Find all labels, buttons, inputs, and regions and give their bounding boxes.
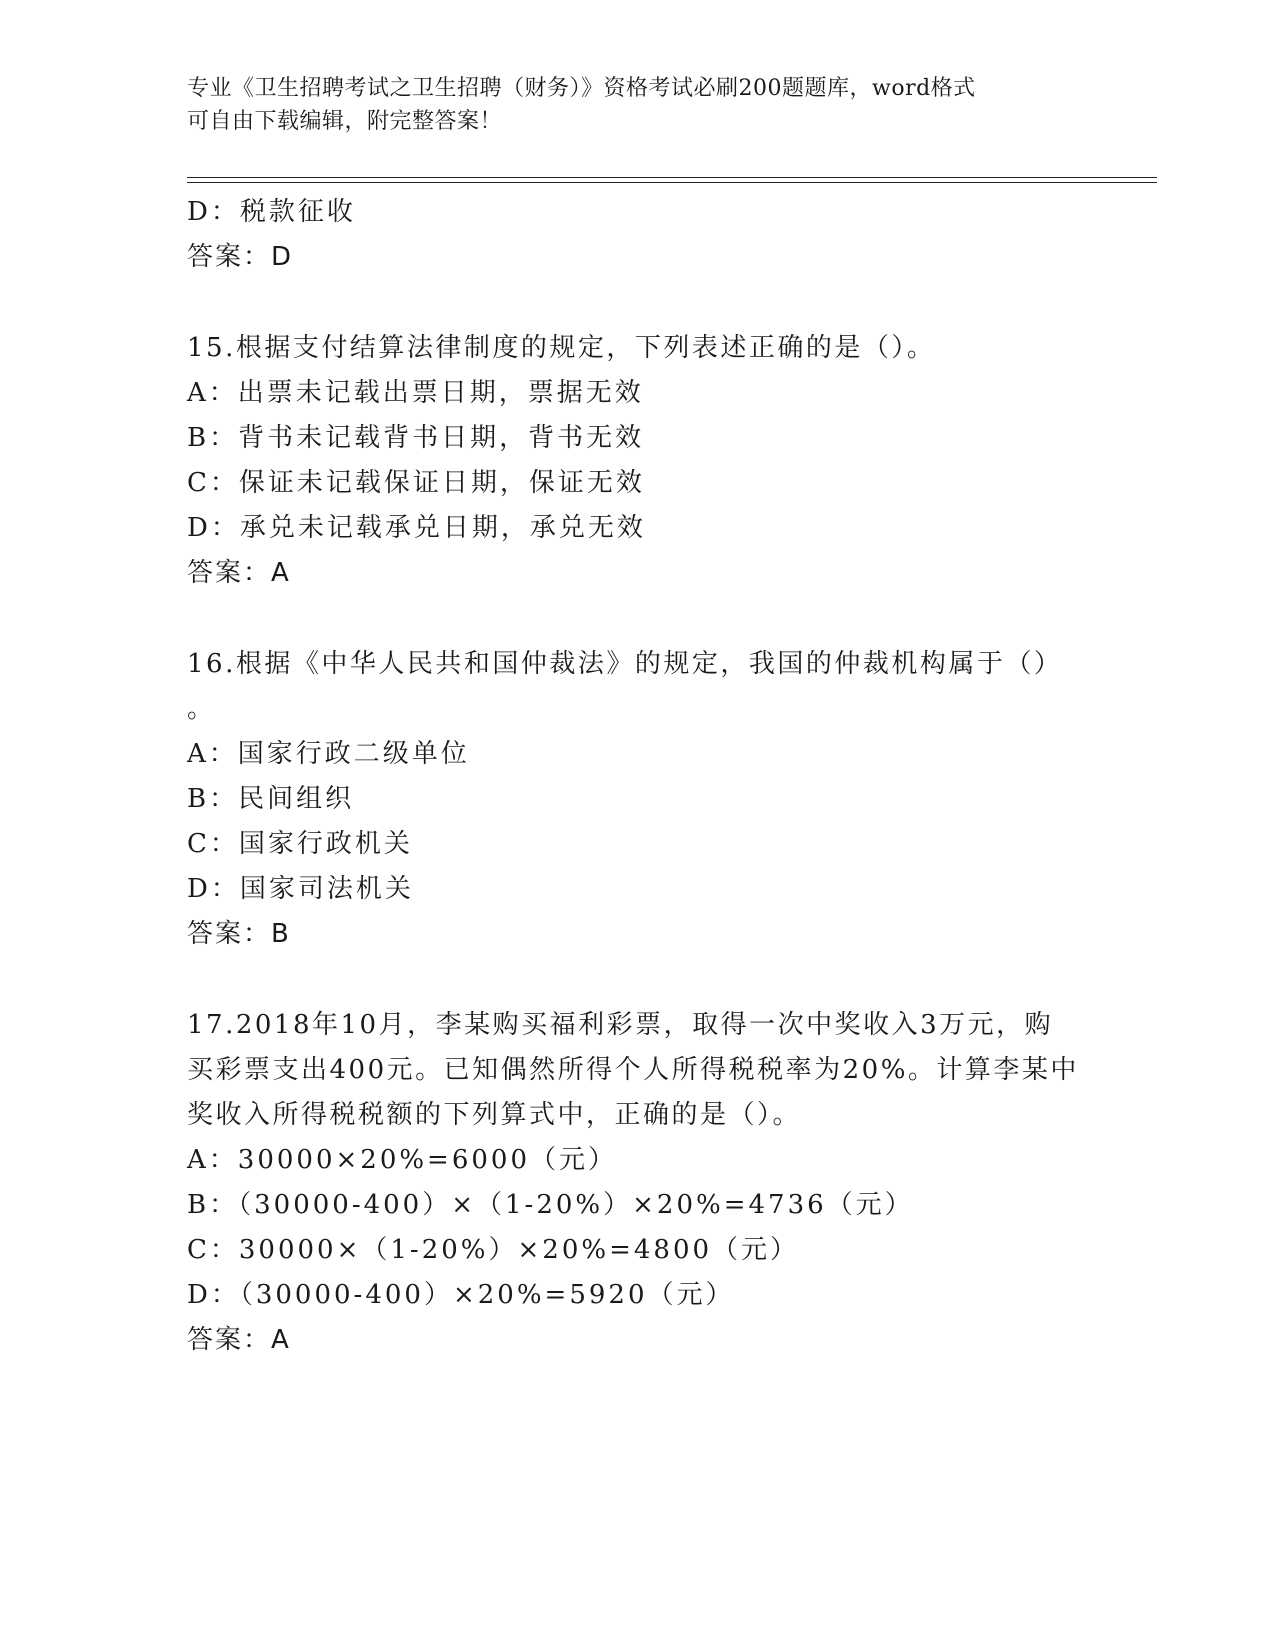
question-17 xyxy=(187,1003,1087,1363)
spacer xyxy=(187,596,1087,642)
answer-line: 答案：B xyxy=(187,919,291,949)
question-stem-line-1: 16.根据《中华人民共和国仲裁法》的规定，我国的仲裁机构属于（） xyxy=(187,649,1063,679)
header-line-1: 专业《卫生招聘考试之卫生招聘（财务）》资格考试必刷200题题库，word格式 xyxy=(187,76,976,101)
question-stem: 15.根据支付结算法律制度的规定，下列表述正确的是（）。 xyxy=(187,333,936,363)
answer-line: 答案：A xyxy=(187,558,291,588)
header-divider-bottom xyxy=(187,182,1157,183)
option-d: D：国家司法机关 xyxy=(187,874,414,904)
option-b: B：民间组织 xyxy=(187,784,355,814)
option-d: D：承兑未记载承兑日期，承兑无效 xyxy=(187,513,646,543)
previous-question-tail xyxy=(187,190,1087,280)
document-header xyxy=(187,72,1087,138)
header-divider-top xyxy=(187,177,1157,178)
option-c: C：国家行政机关 xyxy=(187,829,413,859)
option-d: D：（30000-400）×20%=5920（元） xyxy=(187,1280,735,1310)
question-stem-line-1: 17.2018年10月，李某购买福利彩票，取得一次中奖收入3万元，购 xyxy=(187,1010,1054,1040)
option-b: B：（30000-400）×（1-20%）×20%=4736（元） xyxy=(187,1190,914,1220)
option-a: A：出票未记载出票日期，票据无效 xyxy=(187,378,644,408)
header-line-2: 可自由下载编辑，附完整答案！ xyxy=(187,109,503,134)
option-c: C：30000×（1-20%）×20%=4800（元） xyxy=(187,1235,800,1265)
spacer xyxy=(187,280,1087,326)
answer-line: 答案：D xyxy=(187,242,294,272)
option-b: B：背书未记载背书日期，背书无效 xyxy=(187,423,645,453)
question-15 xyxy=(187,326,1087,596)
question-16 xyxy=(187,642,1087,957)
option-d: D：税款征收 xyxy=(187,197,356,227)
question-stem-line-2: 。 xyxy=(187,694,216,724)
option-c: C：保证未记载保证日期，保证无效 xyxy=(187,468,645,498)
question-list xyxy=(187,190,1087,1363)
spacer xyxy=(187,957,1087,1003)
option-a: A：国家行政二级单位 xyxy=(187,739,470,769)
answer-line: 答案：A xyxy=(187,1325,291,1355)
option-a: A：30000×20%=6000（元） xyxy=(187,1145,618,1175)
question-stem-line-3: 奖收入所得税税额的下列算式中，正确的是（）。 xyxy=(187,1100,802,1130)
question-stem-line-2: 买彩票支出400元。已知偶然所得个人所得税税率为20%。计算李某中 xyxy=(187,1055,1079,1085)
